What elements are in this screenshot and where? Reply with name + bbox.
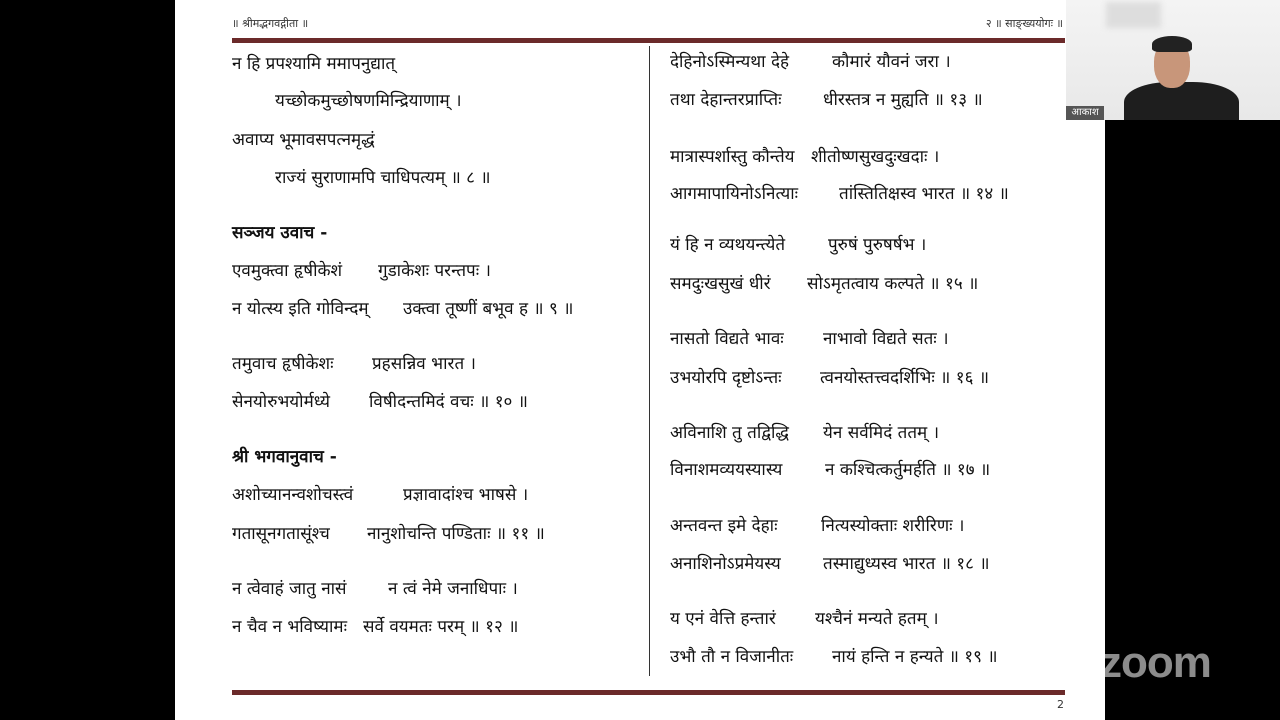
- verse-line: अवाप्य भूमावसपत्नमृद्धं: [232, 130, 375, 150]
- verse-line: समदुःखसुखं धीरं: [670, 274, 771, 294]
- verse-line: मात्रास्पर्शास्तु कौन्तेय: [670, 147, 795, 167]
- verse-line: तथा देहान्तरप्राप्तिः: [670, 90, 782, 110]
- verse-line-second-half: न त्वं नेमे जनाधिपाः ।: [388, 579, 518, 599]
- verse-line: न हि प्रपश्यामि ममापनुद्यात्: [232, 54, 396, 74]
- verse-line-second-half: नानुशोचन्ति पण्डिताः ॥ ११ ॥: [367, 524, 545, 544]
- verse-line: यच्छोकमुच्छोषणमिन्द्रियाणाम् ।: [275, 91, 462, 111]
- verse-line-second-half: पुरुषं पुरुषर्षभ ।: [828, 235, 927, 255]
- header-left: ॥ श्रीमद्भगवद्गीता ॥: [232, 17, 309, 30]
- verse-line: अशोच्यानन्वशोचस्त्वं: [232, 485, 354, 505]
- verse-line: अविनाशि तु तद्विद्धि: [670, 423, 789, 443]
- participant-body: [1124, 82, 1239, 120]
- verse-line: न योत्स्य इति गोविन्दम्: [232, 299, 369, 319]
- verse-line: तमुवाच हृषीकेशः: [232, 354, 334, 374]
- verse-line-second-half: प्रहसन्निव भारत ।: [372, 354, 476, 374]
- speaker-heading: सञ्जय उवाच -: [232, 223, 328, 243]
- verse-line-second-half: सोऽमृतत्वाय कल्पते ॥ १५ ॥: [807, 274, 979, 294]
- verse-line: सेनयोरुभयोर्मध्ये: [232, 392, 330, 412]
- verse-line-second-half: नायं हन्ति न हन्यते ॥ १९ ॥: [832, 647, 998, 667]
- verse-line-second-half: सर्वे वयमतः परम् ॥ १२ ॥: [363, 617, 519, 637]
- verse-line: य एनं वेत्ति हन्तारं: [670, 609, 776, 629]
- verse-line-second-half: येन सर्वमिदं ततम् ।: [823, 423, 940, 443]
- verse-line-second-half: यश्चैनं मन्यते हतम् ।: [815, 609, 939, 629]
- verse-line: विनाशमव्ययस्यास्य: [670, 460, 783, 480]
- verse-line-second-half: धीरस्तत्र न मुह्यति ॥ १३ ॥: [823, 90, 983, 110]
- verse-line: गतासूनगतासूंश्च: [232, 524, 330, 544]
- verse-line: अन्तवन्त इमे देहाः: [670, 516, 778, 536]
- verse-line-second-half: उक्त्वा तूष्णीं बभूव ह ॥ ९ ॥: [403, 299, 574, 319]
- verse-line-second-half: नाभावो विद्यते सतः ।: [823, 329, 949, 349]
- speaker-heading: श्री भगवानुवाच -: [232, 447, 337, 467]
- column-divider: [649, 46, 650, 676]
- verse-line-second-half: विषीदन्तमिदं वचः ॥ १० ॥: [369, 392, 528, 412]
- participant-hair: [1152, 36, 1192, 52]
- footer-rule: [232, 690, 1065, 695]
- verse-line: उभयोरपि दृष्टोऽन्तः: [670, 368, 782, 388]
- verse-line-second-half: त्वनयोस्तत्त्वदर्शिभिः ॥ १६ ॥: [820, 368, 990, 388]
- participant-video-tile[interactable]: [1066, 0, 1280, 120]
- participant-name-label: आकाश: [1066, 106, 1104, 120]
- zoom-watermark: zoom: [1100, 638, 1211, 687]
- shared-document-page: [175, 0, 1105, 720]
- verse-line-second-half: गुडाकेशः परन्तपः ।: [378, 261, 491, 281]
- verse-line-second-half: शीतोष्णसुखदुःखदाः ।: [811, 147, 940, 167]
- verse-line: देहिनोऽस्मिन्यथा देहे: [670, 52, 790, 72]
- verse-line-second-half: तांस्तितिक्षस्व भारत ॥ १४ ॥: [839, 184, 1009, 204]
- verse-line: उभौ तौ न विजानीतः: [670, 647, 794, 667]
- verse-line: न चैव न भविष्यामः: [232, 617, 348, 637]
- verse-line-second-half: तस्माद्युध्यस्व भारत ॥ १८ ॥: [823, 554, 990, 574]
- header-rule: [232, 38, 1065, 43]
- verse-line-second-half: प्रज्ञावादांश्च भाषसे ।: [403, 485, 529, 505]
- verse-line: यं हि न व्यथयन्त्येते: [670, 235, 786, 255]
- verse-line: न त्वेवाहं जातु नासं: [232, 579, 347, 599]
- verse-line-second-half: नित्यस्योक्ताः शरीरिणः ।: [821, 516, 965, 536]
- header-right: २ ॥ साङ्ख्ययोगः ॥: [985, 17, 1063, 30]
- verse-line: अनाशिनोऽप्रमेयस्य: [670, 554, 781, 574]
- verse-line: राज्यं सुराणामपि चाधिपत्यम् ॥ ८ ॥: [275, 168, 491, 188]
- verse-line-second-half: कौमारं यौवनं जरा ।: [832, 52, 951, 72]
- wall-picture: [1106, 2, 1161, 28]
- verse-line: नासतो विद्यते भावः: [670, 329, 784, 349]
- verse-line-second-half: न कश्चित्कर्तुमर्हति ॥ १७ ॥: [825, 460, 991, 480]
- verse-line: आगमापायिनोऽनित्याः: [670, 184, 799, 204]
- page-number: 2: [1057, 698, 1064, 711]
- verse-line: एवमुक्त्वा हृषीकेशं: [232, 261, 343, 281]
